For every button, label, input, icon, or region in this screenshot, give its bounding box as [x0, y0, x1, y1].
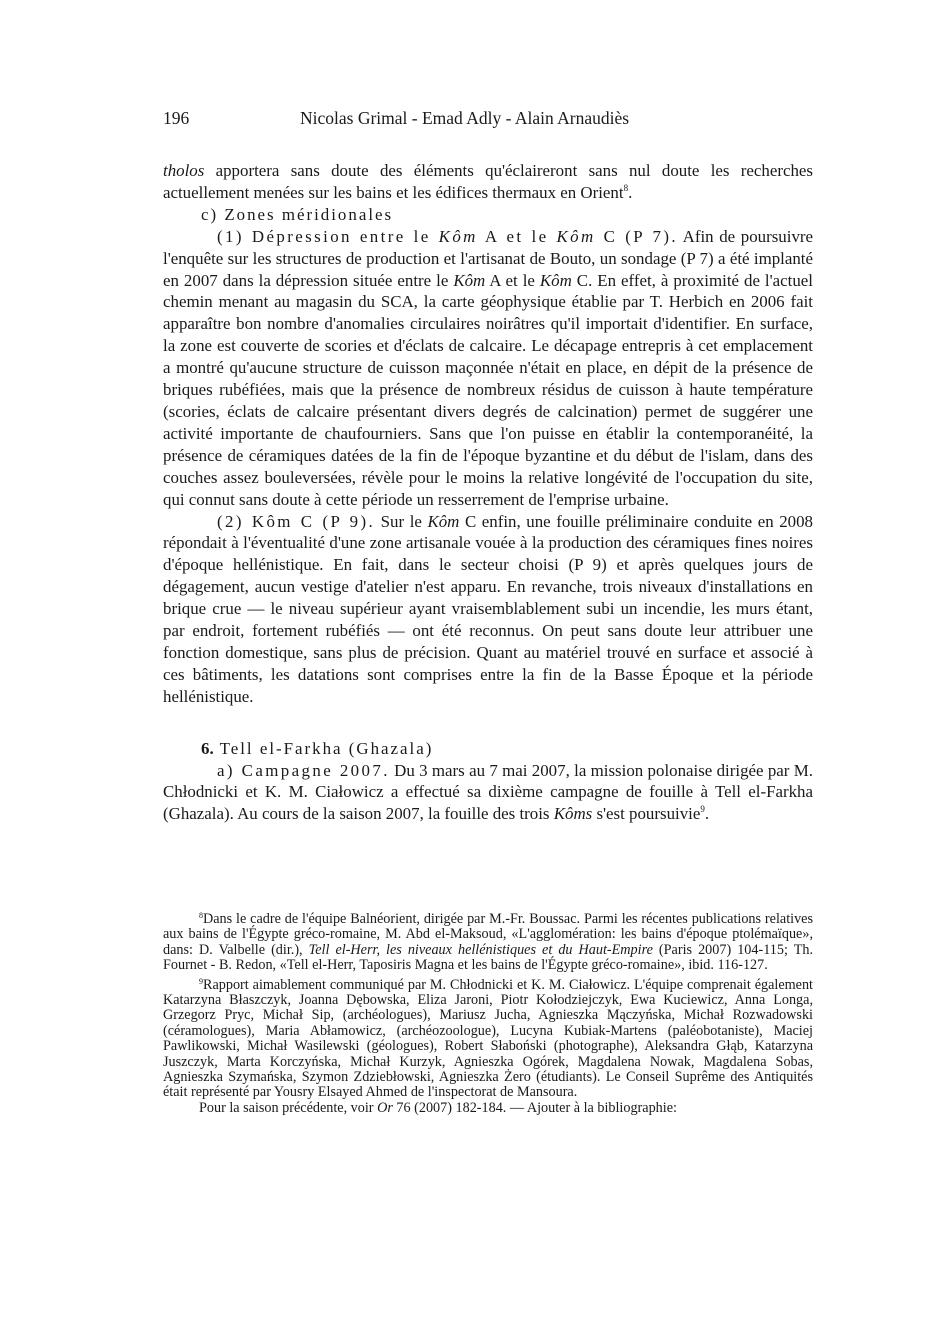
footnote-text: Pour la saison précédente, voir: [199, 1099, 378, 1116]
italic-term: Kôms: [553, 804, 593, 824]
footnote-ref-8[interactable]: 8: [623, 182, 629, 193]
section-heading-6: [163, 738, 813, 760]
section-heading-text: c) Zones méridionales: [201, 204, 394, 224]
lead-text: A et le: [477, 226, 557, 246]
italic-term: Kôm: [453, 270, 486, 290]
paragraph-text: Du 3 mars au 7 mai 2007, la mission polonaise dirigée par M. Chłodnicki et K. M. Ciałowicz a effectué sa dixième campagne de fouille à Tell el-Farkha (Ghazala). Au cours de la saison 2007, la fouille des trois: [163, 760, 813, 824]
italic-term: Kôm: [539, 270, 572, 290]
footnote-text: Rapport aimablement communiqué par M. Chłodnicki et K. M. Ciałowicz. L'équipe comprenait également Katarzyna Błaszczyk, Joanna Dębowska, Eliza Jaroni, Piotr Kołodziejczyk, Ewa Kuciewicz, Anna Longa, Grzegorz Pryc, Michał Sip, (archéologues), Mariusz Jucha, Agnieszka Mączyńska, Michał Rozwadowski (céramologues), Maria Abłamowicz, (archéozoologue), Lucyna Kubiak-Martens (paléobotaniste), Maciej Pawlikowski, Michał Wasilewski (géologues), Robert Słaboński (photographe), Aleksandra Głąb, Katarzyna Juszczyk, Marta Korczyńska, Michał Kurzyk, Agnieszka Ogórek, Magdalena Nowak, Magdalena Sobas, Agnieszka Szymańska, Szymon Zdziebłowski, Agnieszka Żero (étudiants). Le Conseil Suprême des Antiquités était représenté par Yousry Elsayed Ahmed de l'inspectorat de Mansoura.: [163, 976, 813, 1101]
paragraph-depression: [163, 226, 813, 511]
paragraph-campagne: [163, 760, 813, 826]
footnote-italic: Tell el-Herr, les niveaux hellénistiques et du Haut-Empire: [308, 941, 653, 958]
section-title: Tell el-Farkha (Ghazala): [213, 738, 434, 758]
running-head-authors: Nicolas Grimal - Emad Adly - Alain Arnaudiès: [300, 108, 630, 128]
italic-term: Kôm: [427, 511, 460, 531]
subsection-lead: [217, 227, 678, 246]
footnote-mark: 8: [199, 911, 203, 920]
lead-text: C (P 7).: [595, 226, 678, 246]
footnote-9-continued: [163, 1101, 813, 1116]
paragraph-kom-c: [163, 511, 813, 708]
section-heading-c: [163, 204, 813, 226]
paragraph-text: A et le: [485, 270, 540, 290]
paragraph-text: C. En effet, à proximité de l'actuel chemin menant au magasin du SCA, la carte géophysique établie par T. Herbich en 2006 fait apparaître bon nombre d'anomalies circulaires noirâtres qu'il importait d'identifier. En surface, la zone est couverte de scories et d'éclats de calcaire. Le décapage entrepris à cet emplacement a montré qu'aucune structure de cuisson maçonnée n'était en place, en dépit de la présence de briques rubéfiées, mais que la présence de nombreux résidus de cuisson à haute température (scories, éclats de calcaire présentant divers degrés de calcination) permet de suggérer une activité importante de chaufourniers. Sans que l'on puisse en établir la contemporanéité, la présence de céramiques datées de la fin de l'époque byzantine et du début de l'islam, dans des couches assez bouleversées, révèle pour le moins la relative longévité de l'occupation du site, qui connut sans doute à cette période un resserrement de l'emprise urbaine.: [163, 270, 813, 509]
main-text: [163, 160, 813, 825]
footnote-8: [163, 912, 813, 974]
page: [163, 108, 813, 825]
footnote-mark: 9: [199, 976, 203, 986]
subsection-lead: (2) Kôm C (P 9).: [217, 511, 376, 531]
running-head: [163, 108, 813, 134]
punctuation: .: [628, 182, 633, 202]
italic-term: Kôm: [556, 226, 596, 246]
footnote-italic: Or: [377, 1099, 393, 1116]
footnote-text: Dans le cadre de l'équipe Balnéorient, dirigée par M.-Fr. Boussac. Parmi les récentes publications relatives aux bains de l'Égypte gréco-romaine, M. Abd el-Maksoud, «L'agglomération: les bains d'époque ptolémaïque», dans: D. Valbelle (dir.),: [163, 911, 813, 958]
italic-term: Kôm: [438, 226, 478, 246]
paragraph-tholos: [163, 160, 813, 204]
page-number: 196: [163, 108, 190, 128]
footnote-text: (Paris 2007) 104-115; Th. Fournet - B. Redon, «Tell el-Herr, Taposiris Magna et les bains de l'Égypte gréco-romaine», ibid. 116-127.: [163, 941, 814, 974]
paragraph-text: Sur le: [375, 511, 428, 531]
footnote-ref-9[interactable]: 9: [700, 804, 705, 815]
paragraph-text: C enfin, une fouille préliminaire conduite en 2008 répondait à l'éventualité d'une zone artisanale vouée à la production des céramiques fines noires d'époque hellénistique. En fait, dans le secteur choisi (P 9) et après quelques jours de dégagement, aucun vestige d'atelier n'est apparu. En revanche, trois niveaux d'installations en brique crue — le niveau supérieur ayant vraisemblablement subi un incendie, les murs étant, par endroit, fortement rubéfiés — ont été reconnus. On peut sans doute leur attribuer une fonction domestique, sans plus de précision. Quant au matériel trouvé en surface et associé à ces bâtiments, les datations sont comprises entre la fin de la Basse Époque et la période hellénistique.: [163, 511, 813, 706]
paragraph-text: Afin de poursuivre l'enquête sur les structures de production et l'artisanat de Bouto, un sondage (P 7) a été implanté en 2007 dans la dépression située entre le: [163, 226, 814, 290]
punctuation: .: [704, 804, 710, 824]
footnote-9: [163, 978, 813, 1101]
section-number: 6.: [201, 738, 214, 758]
paragraph-text: s'est poursuivie: [592, 804, 701, 824]
subsection-lead: a) Campagne 2007.: [217, 760, 390, 780]
footnotes: [163, 912, 813, 1116]
footnote-text: 76 (2007) 182-184. — Ajouter à la bibliographie:: [392, 1099, 677, 1116]
italic-term: tholos: [163, 161, 205, 180]
lead-text: (1) Dépression entre le: [217, 226, 439, 246]
paragraph-text: apportera sans doute des éléments qu'éclaireront sans nul doute les recherches actuellement menées sur les bains et les édifices thermaux en Orient: [163, 161, 813, 202]
